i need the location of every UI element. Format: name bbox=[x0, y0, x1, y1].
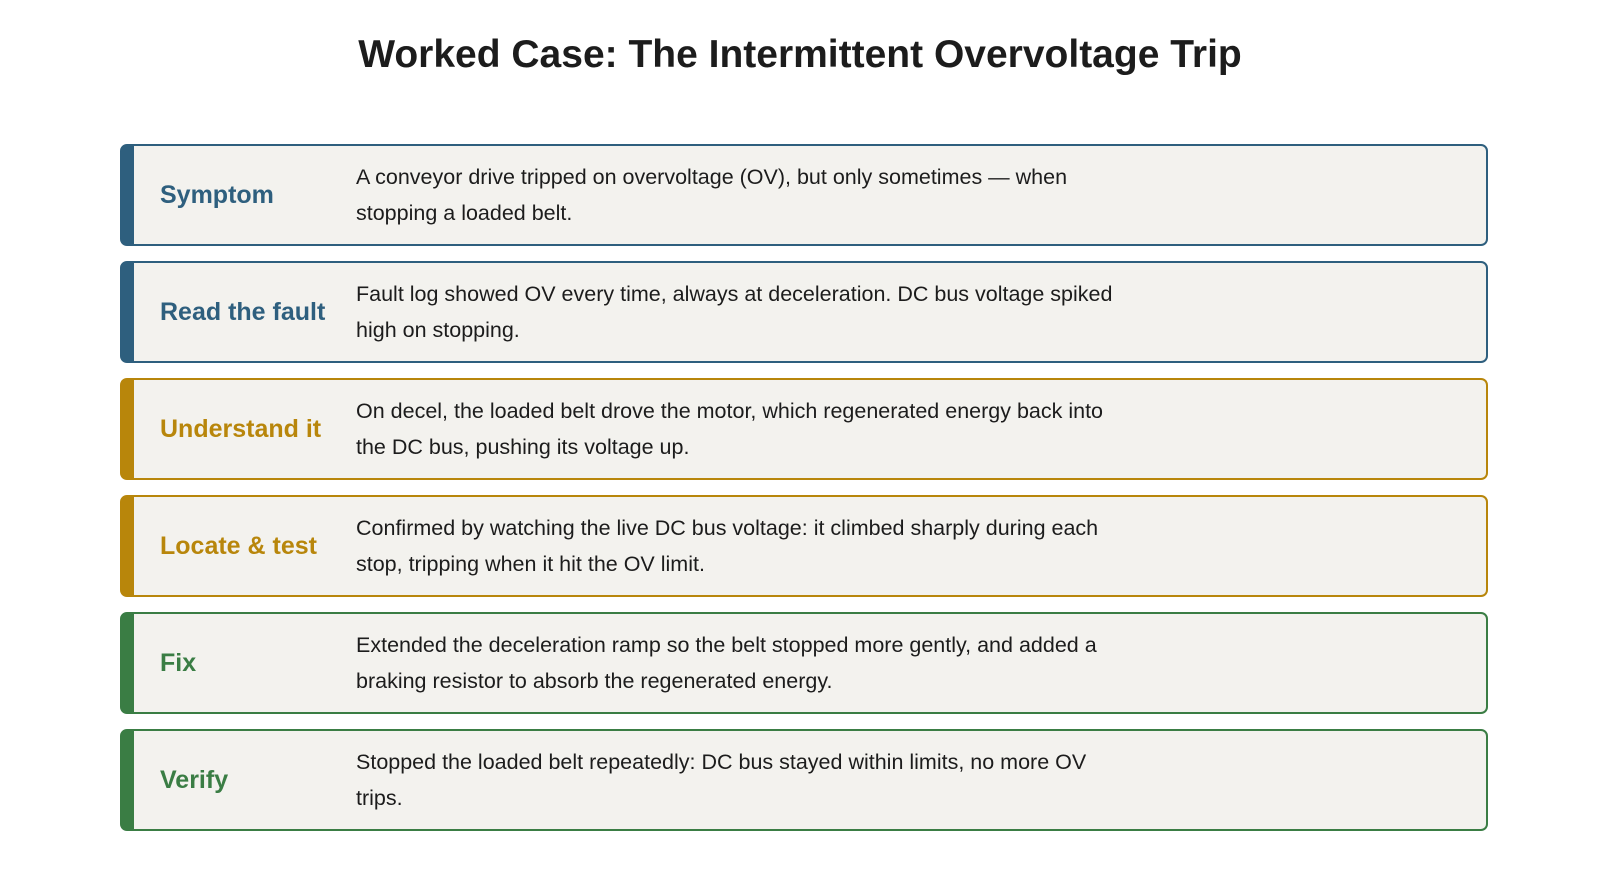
step-symptom bbox=[120, 144, 1488, 246]
steps-list bbox=[120, 144, 1488, 846]
page-title: Worked Case: The Intermittent Overvoltage Trip bbox=[358, 33, 1242, 76]
step-label: Read the fault bbox=[160, 297, 326, 326]
step-fix bbox=[120, 612, 1488, 714]
step-understand-it bbox=[120, 378, 1488, 480]
step-label: Fix bbox=[160, 648, 197, 677]
step-label: Locate & test bbox=[160, 531, 317, 560]
step-label: Understand it bbox=[160, 414, 322, 443]
step-label: Verify bbox=[160, 765, 229, 794]
step-verify bbox=[120, 729, 1488, 831]
step-description: Fault log showed OV every time, always at deceleration. DC bus voltage spiked high on stopping. bbox=[356, 282, 1113, 342]
step-locate-and-test bbox=[120, 495, 1488, 597]
step-description: A conveyor drive tripped on overvoltage (OV), but only sometimes — when stopping a loaded belt. bbox=[356, 165, 1068, 225]
step-description: Stopped the loaded belt repeatedly: DC bus stayed within limits, no more OV trips. bbox=[356, 750, 1087, 810]
step-read-the-fault bbox=[120, 261, 1488, 363]
step-description: On decel, the loaded belt drove the motor, which regenerated energy back into the DC bus, pushing its voltage up. bbox=[356, 399, 1103, 459]
step-description: Confirmed by watching the live DC bus voltage: it climbed sharply during each stop, tripping when it hit the OV limit. bbox=[356, 516, 1099, 576]
step-label: Symptom bbox=[160, 180, 274, 209]
step-description: Extended the deceleration ramp so the belt stopped more gently, and added a braking resistor to absorb the regenerated energy. bbox=[356, 633, 1097, 693]
